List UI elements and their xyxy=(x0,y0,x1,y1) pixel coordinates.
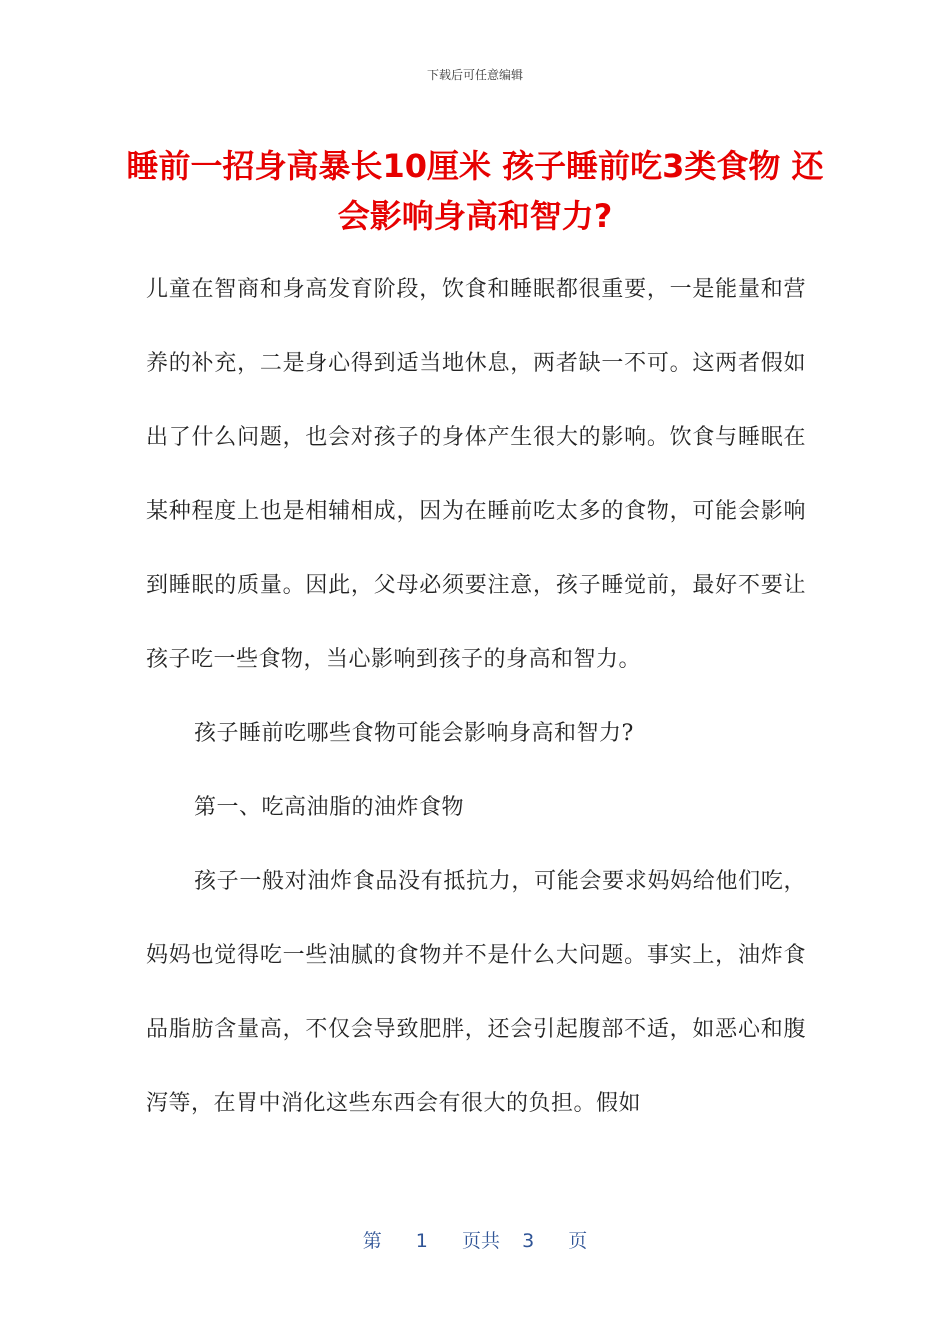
footer-suffix: 页 xyxy=(568,1230,588,1252)
paragraph-heading-first: 第一、吃高油脂的油炸食物 xyxy=(194,795,465,820)
paragraph-intro: 儿童在智商和身高发育阶段，饮食和睡眠都很重要，一是能量和营养的补充，二是身心得到适当地休息，两者缺一不可。这两者假如出了什么问题，也会对孩子的身体产生很大的影响。饮食与睡眠在某种程度上也是相辅相成，因为在睡前吃太多的食物，可能会影响到睡眠的质量。因此，父母必须要注意，孩子睡觉前，最好不要让孩子吃一些食物，当心影响到孩子的身高和智力。 xyxy=(146,277,806,672)
footer-page-number: 1 xyxy=(415,1230,428,1252)
paragraph-question: 孩子睡前吃哪些食物可能会影响身高和智力? xyxy=(194,721,634,746)
paragraph-fried-food: 孩子一般对油炸食品没有抵抗力，可能会要求妈妈给他们吃，妈妈也觉得吃一些油腻的食物并不是什么大问题。事实上，油炸食品脂肪含量高，不仅会导致肥胖，还会引起腹部不适，如恶心和腹泻等，在胃中消化这些东西会有很大的负担。假如 xyxy=(146,869,806,1116)
footer-middle: 页共 xyxy=(461,1230,500,1252)
page-footer xyxy=(0,1226,950,1253)
article-title: 睡前一招身高暴长10厘米 孩子睡前吃3类食物 还会影响身高和智力? xyxy=(126,147,824,235)
page-header: 下载后可任意编辑 xyxy=(426,68,523,82)
footer-prefix: 第 xyxy=(362,1230,382,1252)
article-body xyxy=(146,253,806,1141)
footer-total-pages: 3 xyxy=(522,1230,535,1252)
